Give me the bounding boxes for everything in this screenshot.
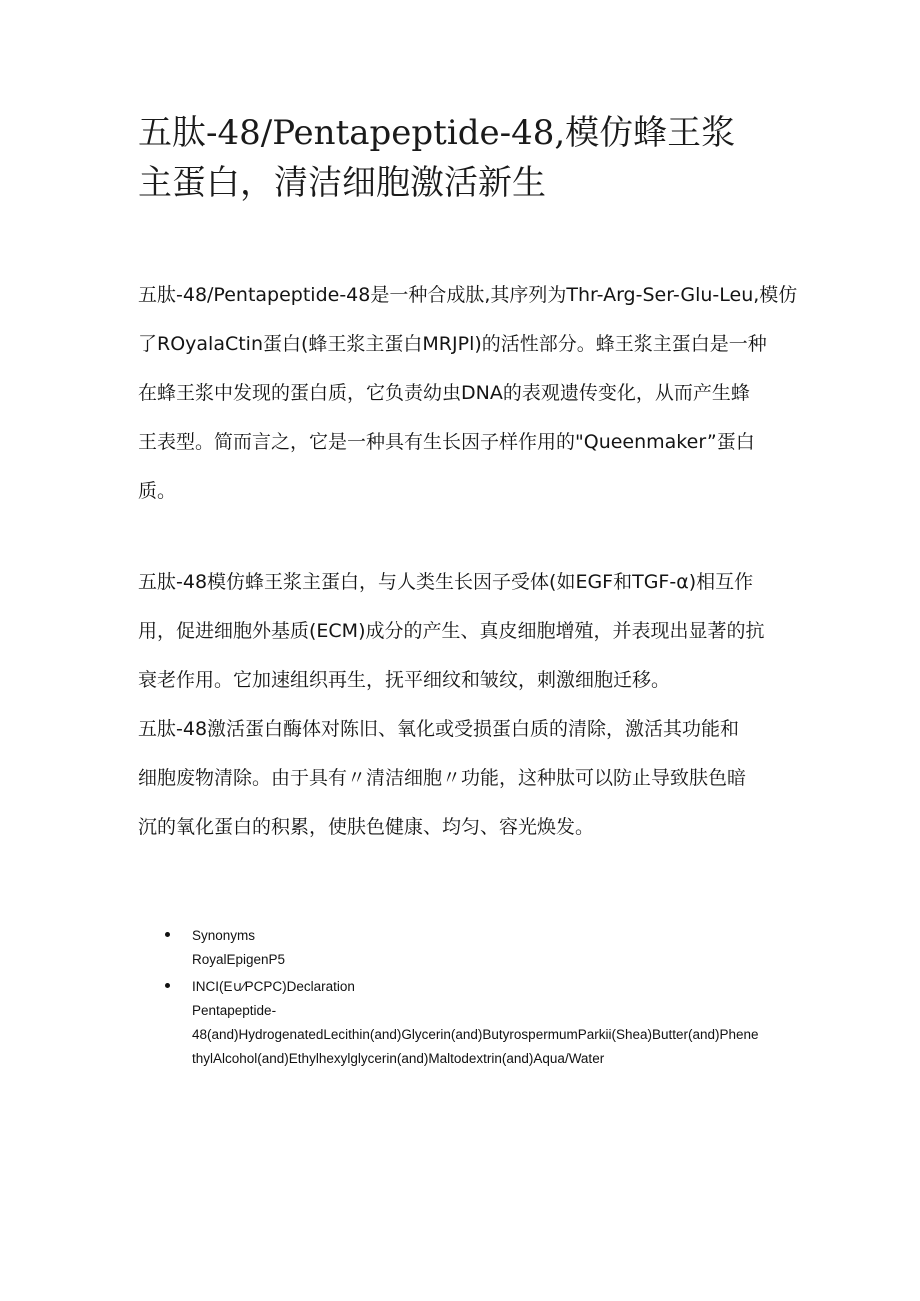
- text-line: 衰老作用。它加速组织再生，抚平细纹和皱纹，刺激细胞迁移。: [138, 669, 671, 691]
- spec-value-line: thylAlcohol(and)Ethylhexylglycerin(and)Maltodextrin(and)Aqua/Water: [192, 1051, 605, 1066]
- text-line: 质。: [138, 480, 177, 502]
- bullet-icon: [165, 983, 170, 988]
- text-line: 五肽-48∕Pentapeptide-48是一种合成肽,其序列为Thr-Arg-Ser-Glu-Leu,模仿: [138, 284, 798, 306]
- spec-label: Synonyms: [192, 928, 256, 943]
- text-line: 在蜂王浆中发现的蛋白质，它负责幼虫DNA的表观遗传变化，从而产生蜂: [138, 382, 750, 404]
- text-line: 了ROyalaCtin蛋白(蜂王浆主蛋白MRJPl)的活性部分。蜂王浆主蛋白是一种: [138, 333, 767, 355]
- spec-value-line: 48(and)HydrogenatedLecithin(and)Glycerin(and)ButyrospermumParkii(Shea)Butter(and)Phene: [192, 1027, 759, 1042]
- text-line: 沉的氧化蛋白的积累，使肤色健康、均匀、容光焕发。: [138, 816, 595, 838]
- spec-value: [192, 999, 805, 1071]
- paragraph-intro: [138, 271, 798, 516]
- text-line: 王表型。简而言之，它是一种具有生长因子样作用的"Queenmaker”蛋白: [138, 431, 755, 453]
- spec-value: [192, 948, 805, 972]
- bullet-icon: [165, 932, 170, 937]
- text-line: 五肽-48激活蛋白酶体对陈旧、氧化或受损蛋白质的清除，激活其功能和: [138, 718, 740, 740]
- title-line-1: 五肽-48/Pentapeptide-48,模仿蜂王浆: [138, 113, 736, 153]
- paragraph-proteasome: [138, 705, 798, 852]
- spec-value-line: RoyalEpigenP5: [192, 952, 286, 967]
- text-line: 五肽-48模仿蜂王浆主蛋白，与人类生长因子受体(如EGF和TGF-α)相互作: [138, 571, 754, 593]
- text-line: 细胞废物清除。由于具有〃清洁细胞〃功能，这种肽可以防止导致肤色暗: [138, 767, 747, 789]
- title-line-2: 主蛋白，清洁细胞激活新生: [138, 163, 546, 203]
- spec-value-line: Pentapeptide-: [192, 1003, 277, 1018]
- spec-list: [165, 924, 805, 1074]
- list-item-synonyms: [165, 924, 805, 972]
- spec-label: INCI(E∪∕PCPC)Declaration: [192, 979, 355, 994]
- document-title: [138, 108, 808, 208]
- list-item-inci: [165, 975, 805, 1071]
- text-line: 用，促进细胞外基质(ECM)成分的产生、真皮细胞增殖，并表现出显著的抗: [138, 620, 765, 642]
- paragraph-growth-factor: [138, 558, 798, 705]
